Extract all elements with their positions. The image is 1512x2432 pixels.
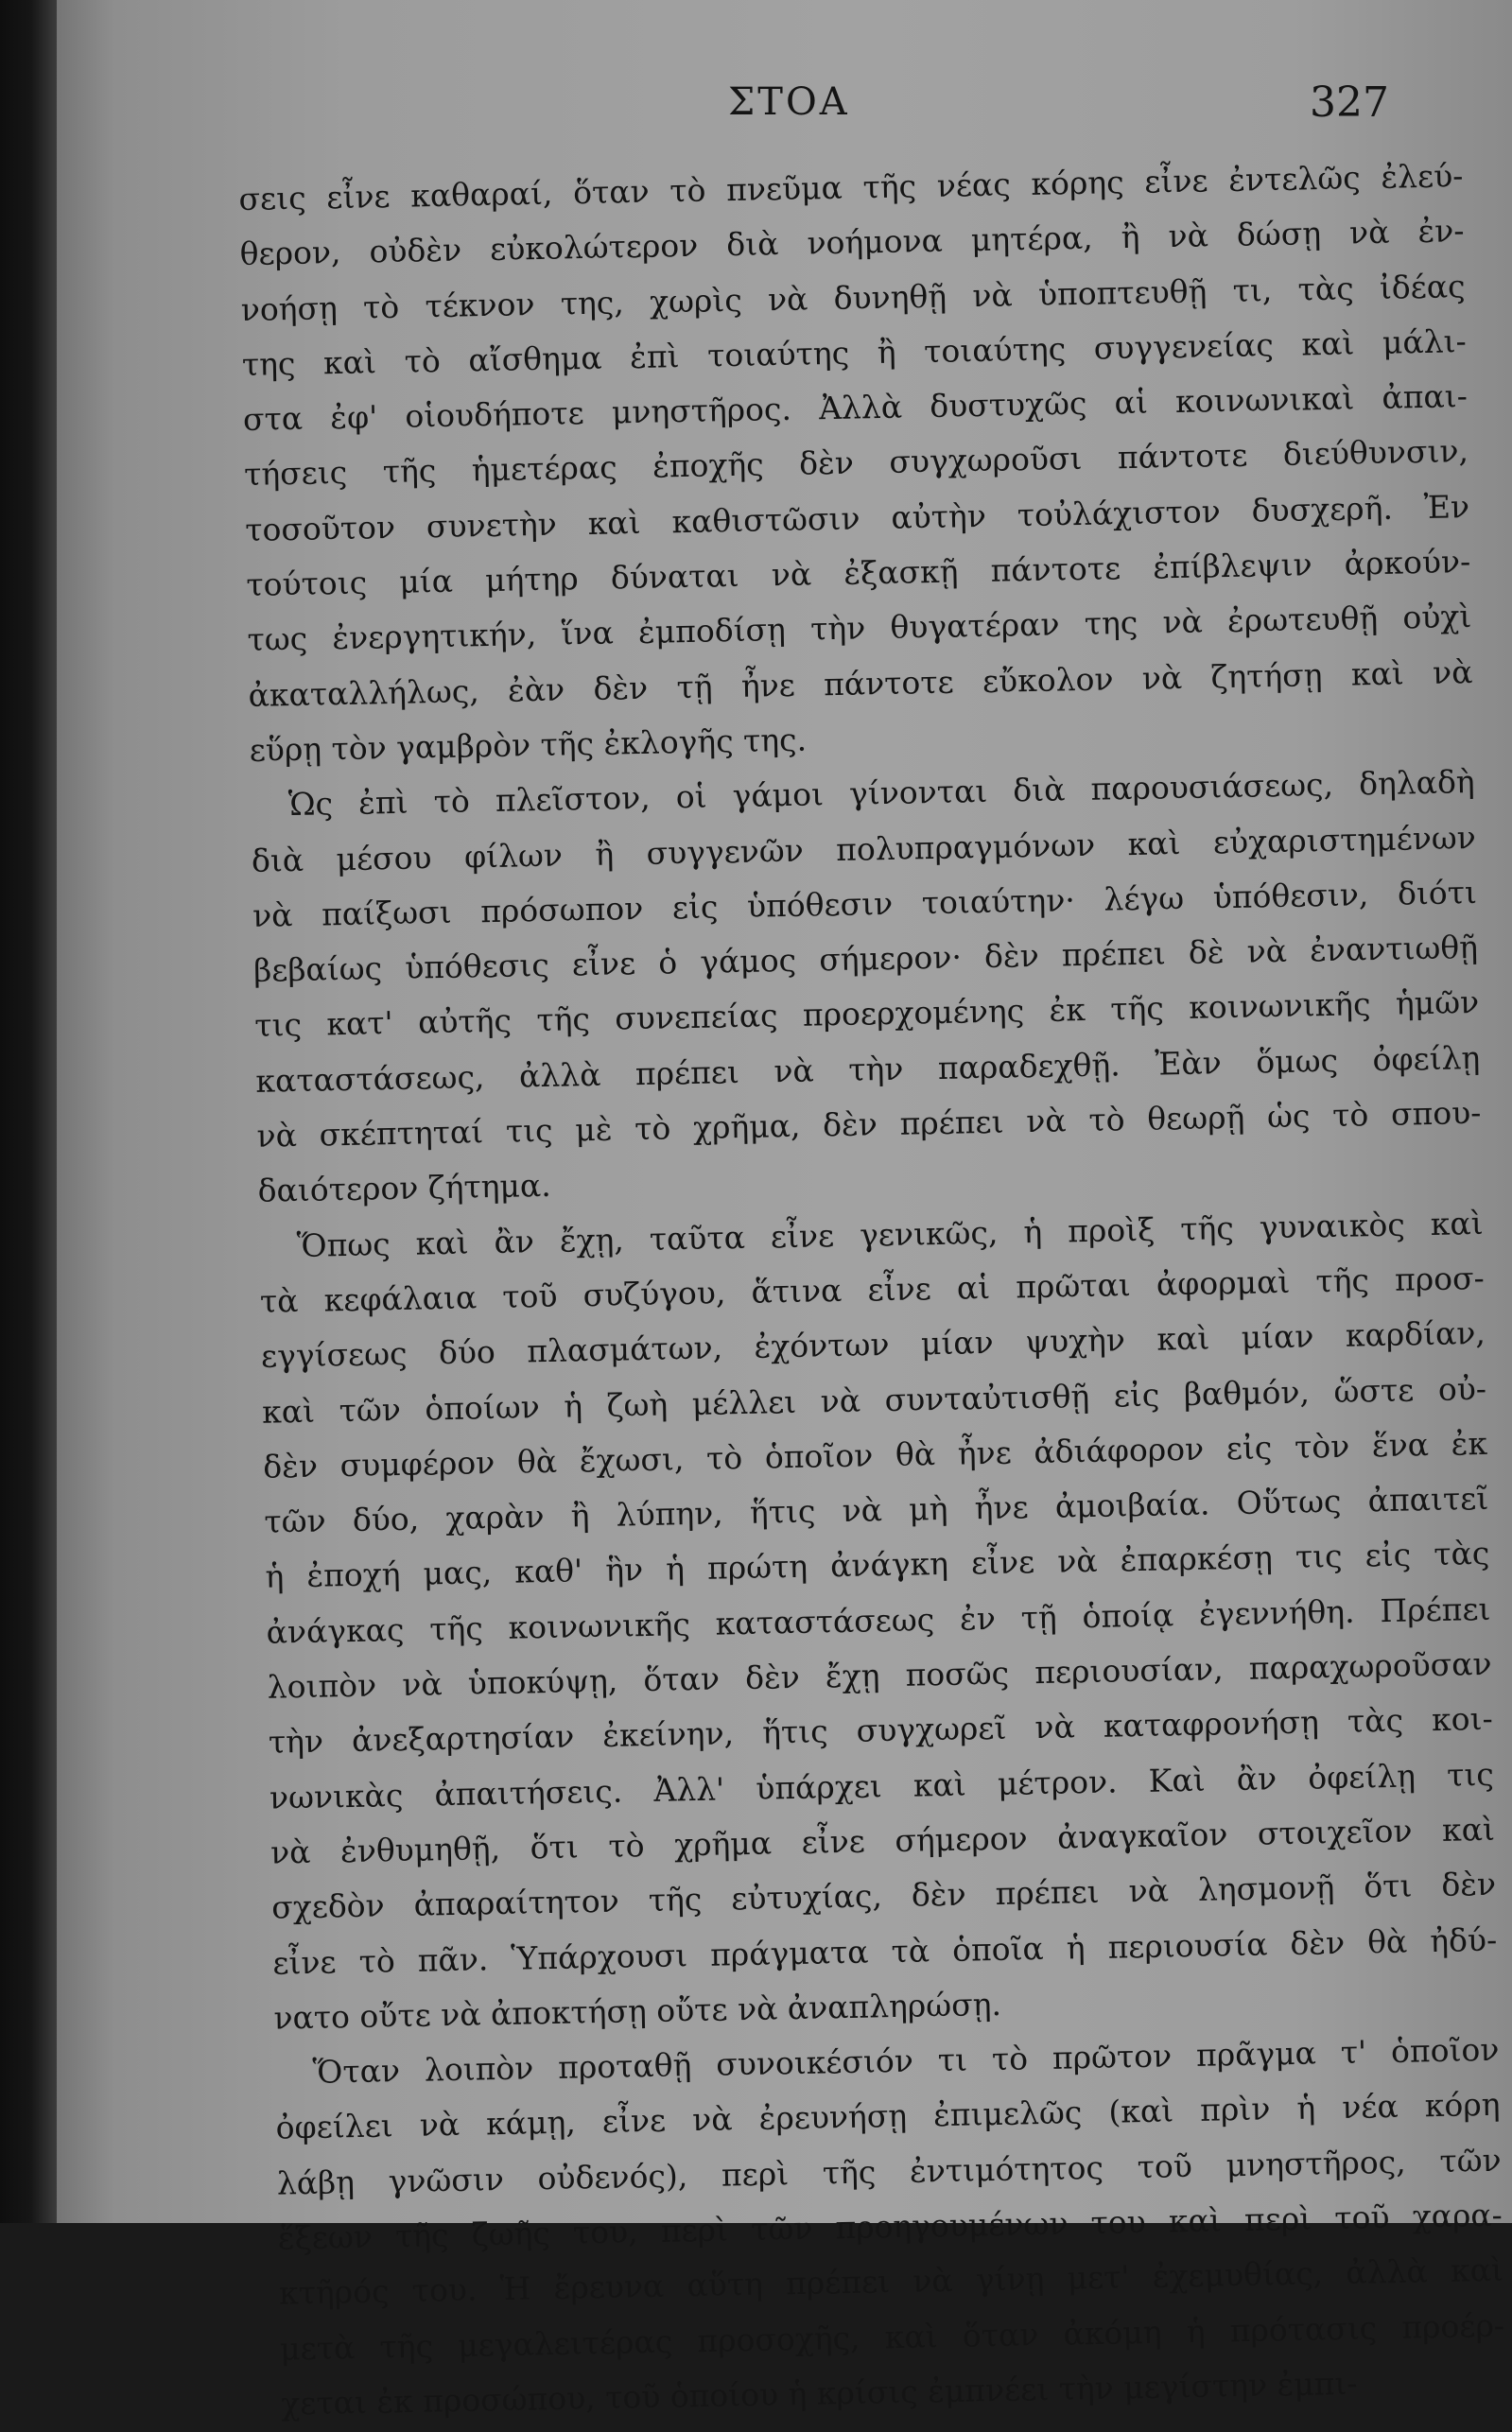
text-line: Ὅπως καὶ ἂν ἔχῃ, ταῦτα εἶνε γενικῶς, ἡ προὶξ τῆς γυναικὸς καὶ bbox=[296, 1204, 1484, 1264]
text-line: μετὰ τῆς μεγαλειτέρας προσοχῆς, καὶ ὅταν ἀκόμη ἡ πρότασις προέρ- bbox=[279, 2306, 1505, 2368]
body-text bbox=[238, 148, 1506, 2432]
text-line: νατο οὔτε νὰ ἀποκτήσῃ οὔτε νὰ ἀναπληρώσῃ. bbox=[273, 1985, 1002, 2037]
text-line: εγγίσεως δύο πλασμάτων, ἐχόντων μίαν ψυχὴν καὶ μίαν καρδίαν, bbox=[260, 1314, 1486, 1375]
paragraph bbox=[250, 755, 1483, 1219]
text-line: λάβῃ γνῶσιν οὐδενός), περὶ τῆς ἐντιμότητος τοῦ μνηστῆρος, τῶν bbox=[276, 2141, 1502, 2202]
text-line: νὰ σκέπτηταί τις μὲ τὸ χρῆμα, δὲν πρέπει νὰ τὸ θεωρῇ ὡς τὸ σπου- bbox=[256, 1094, 1482, 1155]
page-number: 327 bbox=[1310, 78, 1389, 127]
text-line: τὴν ἀνεξαρτησίαν ἐκείνην, ἥτις συγχωρεῖ νὰ καταφρονήσῃ τὰς κοι- bbox=[268, 1700, 1494, 1762]
text-line: λοιπὸν νὰ ὑποκύψῃ, ὅταν δὲν ἔχῃ ποσῶς περιουσίαν, παραχωροῦσαν bbox=[267, 1644, 1492, 1706]
text-line: τούτοις μία μήτηρ δύναται νὰ ἐξασκῇ πάντοτε ἐπίβλεψιν ἀρκούν- bbox=[246, 543, 1471, 603]
text-line: σχεδὸν ἀπαραίτητον τῆς εὐτυχίας, δὲν πρέπει νὰ λησμονῇ ὅτι δὲν bbox=[270, 1866, 1497, 1926]
text-line: ἀνάγκας τῆς κοινωνικῆς καταστάσεως ἐν τῇ ὁποίᾳ ἐγεννήθη. Πρέπει bbox=[266, 1589, 1491, 1651]
text-line: νὰ ἐνθυμηθῇ, ὅτι τὸ χρῆμα εἶνε σήμερον ἀναγκαῖον στοιχεῖον καὶ bbox=[269, 1810, 1496, 1871]
text-line: τως ἐνεργητικήν, ἵνα ἐμποδίσῃ τὴν θυγατέραν της νὰ ἐρωτευθῇ οὐχὶ bbox=[247, 598, 1472, 659]
text-line: βεβαίως ὑπόθεσις εἶνε ὁ γάμος σήμερον· δὲν πρέπει δὲ νὰ ἐναντιωθῇ bbox=[252, 929, 1479, 989]
text-line: τήσεις τῆς ἡμετέρας ἐποχῆς δὲν συγχωροῦσι πάντοτε διεύθυνσιν, bbox=[243, 432, 1469, 494]
page-header bbox=[57, 80, 1512, 147]
text-line: σεις εἶνε καθαραί, ὅταν τὸ πνεῦμα τῆς νέας κόρης εἶνε ἐντελῶς ἐλεύ- bbox=[238, 157, 1464, 217]
text-line: τῶν δύο, χαρὰν ἢ λύπην, ἥτις νὰ μὴ ἦνε ἀμοιβαία. Οὕτως ἀπαιτεῖ bbox=[264, 1480, 1489, 1540]
text-line: Ὡς ἐπὶ τὸ πλεῖστον, οἱ γάμοι γίνονται διὰ παρουσιάσεως, δηλαδὴ bbox=[287, 763, 1475, 824]
text-line: νὰ παίξωσι πρόσωπον εἰς ὑπόθεσιν τοιαύτην· λέγω ὑπόθεσιν, διότι bbox=[252, 873, 1478, 934]
running-title: ΣΤΟΑ bbox=[728, 80, 850, 124]
text-line: ἀκαταλλήλως, ἐὰν δὲν τῇ ἦνε πάντοτε εὔκολον νὰ ζητήσῃ καὶ νὰ bbox=[248, 652, 1473, 714]
text-line: χεται ἐκ προσώπου, τοῦ ὁποίου ἡ κρίσις ἐμπνέει τὴν μεγίστην ἐμπι- bbox=[280, 2364, 1358, 2423]
text-line: της καὶ τὸ αἴσθημα ἐπὶ τοιαύτης ἢ τοιαύτης συγγενείας καὶ μάλι- bbox=[241, 321, 1468, 383]
paragraph bbox=[274, 2023, 1506, 2432]
book-binding-shadow bbox=[0, 0, 57, 2223]
text-line: ἕξεων τῆς ζωῆς του, περὶ τῶν προηγουμένων του καὶ περὶ τοῦ χαρα- bbox=[277, 2196, 1503, 2257]
text-line: δαιότερον ζήτημα. bbox=[257, 1167, 552, 1210]
text-line: τοσοῦτον συνετὴν καὶ καθιστῶσιν αὐτὴν τοὐλάχιστον δυσχερῆ. Ἐν bbox=[244, 487, 1470, 548]
text-line: ὀφείλει νὰ κάμῃ, εἶνε νὰ ἐρευνήσῃ ἐπιμελῶς (καὶ πρὶν ἡ νέα κόρη bbox=[275, 2086, 1501, 2147]
text-line: θερον, οὐδὲν εὐκολώτερον διὰ νοήμονα μητέρα, ἢ νὰ δώσῃ νὰ ἐν- bbox=[239, 212, 1465, 273]
text-line: τις κατ' αὐτῆς τῆς συνεπείας προερχομένης ἐκ τῆς κοινωνικῆς ἡμῶν bbox=[253, 983, 1480, 1045]
text-line: διὰ μέσου φίλων ἢ συγγενῶν πολυπραγμόνων καὶ εὐχαριστημένων bbox=[251, 818, 1477, 879]
text-line: ἡ ἐποχή μας, καθ' ἣν ἡ πρώτη ἀνάγκη εἶνε νὰ ἐπαρκέσῃ τις εἰς τὰς bbox=[265, 1535, 1490, 1596]
text-line: κτῆρός του. Ἡ ἔρευνα αὕτη πρέπει νὰ γίνῃ μετ' ἐχεμυθίας, ἀλλὰ καὶ bbox=[278, 2251, 1504, 2312]
text-line: εὕρῃ τὸν γαμβρὸν τῆς ἐκλογῆς της. bbox=[249, 721, 808, 769]
text-line: εἶνε τὸ πᾶν. Ὑπάρχουσι πράγματα τὰ ὁποῖα ἡ περιουσία δὲν θὰ ἠδύ- bbox=[271, 1920, 1498, 1982]
text-line: νοήσῃ τὸ τέκνον της, χωρὶς νὰ δυνηθῇ νὰ ὑποπτευθῇ τι, τὰς ἰδέας bbox=[240, 267, 1466, 328]
paragraph bbox=[258, 1196, 1499, 2046]
text-line: δὲν συμφέρον θὰ ἔχωσι, τὸ ὁποῖον θὰ ἦνε ἀδιάφορον εἰς τὸν ἕνα ἐκ bbox=[262, 1424, 1488, 1485]
paragraph bbox=[238, 148, 1474, 778]
text-line: καὶ τῶν ὁποίων ἡ ζωὴ μέλλει νὰ συνταὐτισθῇ εἰς βαθμόν, ὥστε οὐ- bbox=[261, 1369, 1487, 1431]
text-line: τὰ κεφάλαια τοῦ συζύγου, ἅτινα εἶνε αἱ πρῶται ἀφορμαὶ τῆς προσ- bbox=[259, 1259, 1486, 1320]
text-line: νωνικὰς ἀπαιτήσεις. Ἀλλ' ὑπάρχει καὶ μέτρον. Καὶ ἂν ὀφείλῃ τις bbox=[269, 1755, 1495, 1816]
book-page bbox=[57, 0, 1512, 2423]
text-line: στα ἐφ' οἱουδήποτε μνηστῆρος. Ἀλλὰ δυστυχῶς αἱ κοινωνικαὶ ἀπαι- bbox=[242, 377, 1469, 439]
text-line: καταστάσεως, ἀλλὰ πρέπει νὰ τὴν παραδεχθῇ. Ἐὰν ὅμως ὀφείλῃ bbox=[255, 1038, 1481, 1100]
text-line: Ὅταν λοιπὸν προταθῇ συνοικέσιόν τι τὸ πρῶτον πρᾶγμα τ' ὁποῖον bbox=[312, 2030, 1500, 2091]
